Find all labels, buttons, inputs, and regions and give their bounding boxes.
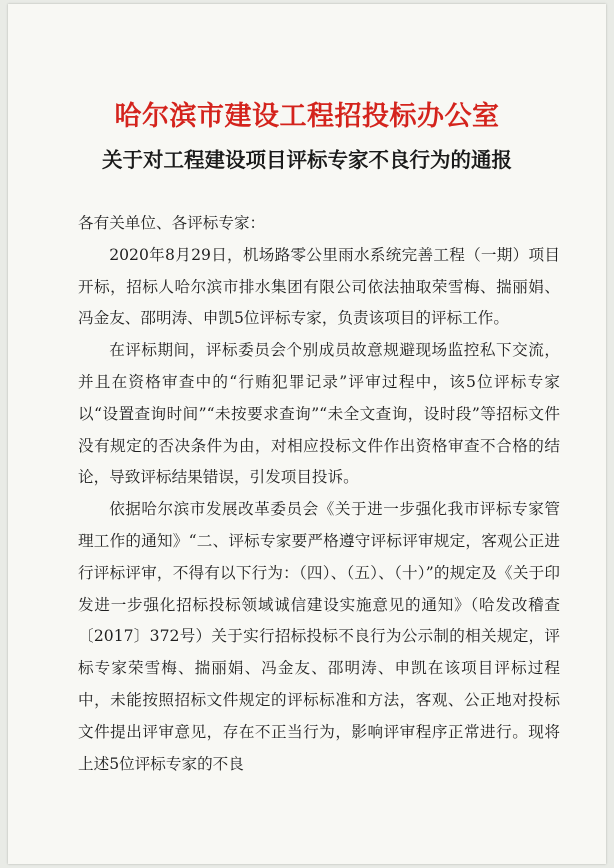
salutation: 各有关单位、各评标专家： — [78, 214, 266, 232]
document-page — [8, 4, 606, 864]
paragraph-1: 2020年8月29日，机场路零公里雨水系统完善工程（一期）项目开标，招标人哈尔滨市排水集团有限公司依法抽取荣雪梅、揣丽娟、冯金友、邵明涛、申凯5位评标专家，负责该项目的评标工作。 — [78, 245, 560, 328]
paragraph-2: 在评标期间，评标委员会个别成员故意规避现场监控私下交流，并且在资格审查中的“行贿犯罪记录”评审过程中，该5位评标专家以“设置查询时间”“未按要求查询”“未全文查询，设时段”等招标文件没有规定的否决条件为由，对相应投标文件作出资格审查不合格的结论，导致评标结果错误，引发项目投诉。 — [78, 341, 560, 487]
notice-title: 关于对工程建设项目评标专家不良行为的通报 — [102, 148, 512, 172]
issuing-office-title: 哈尔滨市建设工程招投标办公室 — [114, 101, 500, 132]
notice-body — [78, 208, 560, 780]
paragraph-3: 依据哈尔滨市发展改革委员会《关于进一步强化我市评标专家管理工作的通知》“二、评标专家要严格遵守评标评审规定，客观公正进行评标评审，不得有以下行为：（四）、（五）、（十）”的规定及《关于印发进一步强化招标投标领域诚信建设实施意见的通知》（哈发改稽查〔2017〕372号）关于实行招标投标不良行为公示制的相关规定，评标专家荣雪梅、揣丽娟、冯金友、邵明涛、申凯在该项目评标过程中，未能按照招标文件规定的评标标准和方法，客观、公正地对投标文件提出评审意见，存在不正当行为，影响评审程序正常进行。现将上述5位评标专家的不良 — [78, 500, 560, 773]
